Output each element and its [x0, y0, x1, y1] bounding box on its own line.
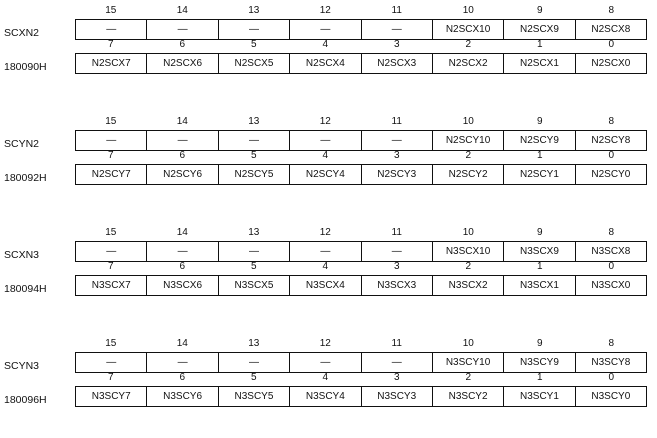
register-name: SCYN2 [4, 138, 40, 150]
bit-field-cell: N3SCX4 [290, 276, 361, 295]
bit-number: 8 [608, 116, 615, 127]
bit-number: 6 [179, 261, 186, 272]
bit-field-cell: N2SCY3 [362, 165, 433, 184]
bit-field-cell: N2SCX0 [591, 58, 631, 69]
bit-number: 5 [250, 150, 257, 161]
bit-number: 14 [176, 116, 188, 127]
bit-field-cell: N3SCX6 [147, 276, 218, 295]
bit-number: 6 [179, 372, 186, 383]
bit-number: 8 [608, 227, 615, 238]
bit-field-cell: N3SCY7 [76, 387, 147, 406]
bit-number: 6 [179, 39, 186, 50]
bit-number: 3 [393, 39, 400, 50]
bit-field-cell: N3SCX7 [76, 276, 147, 295]
bit-field-cells [75, 275, 647, 296]
bit-field-cell: N3SCX3 [362, 276, 433, 295]
bit-number: 11 [391, 227, 402, 238]
bit-number: 1 [536, 150, 543, 161]
bit-number: 9 [536, 5, 543, 16]
bit-number: 5 [250, 261, 257, 272]
bit-number: 12 [319, 227, 331, 238]
bit-field-cell: N3SCY3 [362, 387, 433, 406]
bit-field-cell: N2SCY7 [76, 165, 147, 184]
bit-number: 7 [107, 150, 114, 161]
bit-field-cell: — [290, 20, 361, 39]
bit-field-cell: — [147, 131, 218, 150]
bit-field-cell: N3SCY9 [504, 353, 575, 372]
bit-number: 1 [536, 261, 543, 272]
bit-number: 11 [391, 116, 402, 127]
bit-number: 11 [391, 5, 402, 16]
bit-field-cell: — [76, 242, 147, 261]
bit-number-header [75, 38, 647, 52]
bit-field-cell: N3SCX8 [591, 246, 631, 257]
bit-number: 1 [536, 372, 543, 383]
bit-number: 12 [319, 116, 331, 127]
bit-field-cells [75, 164, 647, 185]
register-block-scyn3 [0, 337, 657, 429]
bit-number-header [75, 371, 647, 385]
bit-number: 11 [391, 338, 402, 349]
bit-number: 13 [248, 116, 260, 127]
bit-field-cell: N3SCY5 [219, 387, 290, 406]
bit-field-cell: N3SCY8 [591, 357, 631, 368]
bit-number: 10 [462, 116, 474, 127]
bit-field-cell: — [290, 353, 361, 372]
bit-number: 14 [176, 227, 188, 238]
register-address: 180090H [4, 61, 47, 73]
bit-number: 4 [322, 372, 329, 383]
bit-field-cell: — [219, 131, 290, 150]
upper-byte-row [75, 4, 647, 42]
bit-number: 2 [465, 150, 472, 161]
bit-field-cells [75, 130, 647, 151]
bit-number-header [75, 115, 647, 129]
bit-number: 7 [107, 261, 114, 272]
register-address: 180092H [4, 172, 47, 184]
bit-field-cell: N3SCX0 [591, 280, 631, 291]
bit-field-cell: — [147, 20, 218, 39]
bit-number-header [75, 149, 647, 163]
bit-number: 15 [105, 338, 117, 349]
bit-field-cell: N3SCX9 [504, 242, 575, 261]
bit-number: 0 [608, 261, 615, 272]
bit-field-cell: N2SCY0 [591, 169, 631, 180]
bit-field-cell: N3SCY4 [290, 387, 361, 406]
bit-field-cells [75, 53, 647, 74]
bit-field-cell: — [290, 131, 361, 150]
bit-field-cell: N2SCY4 [290, 165, 361, 184]
bit-number: 12 [319, 5, 331, 16]
bit-number: 15 [105, 5, 117, 16]
bit-field-cell: N3SCY6 [147, 387, 218, 406]
bit-number-header [75, 4, 647, 18]
bit-number: 9 [536, 116, 543, 127]
bit-field-cell: — [362, 20, 433, 39]
register-block-scyn2 [0, 115, 657, 207]
bit-field-cell: — [219, 353, 290, 372]
bit-number: 1 [536, 39, 543, 50]
register-address: 180094H [4, 283, 47, 295]
bit-field-cell: — [219, 20, 290, 39]
bit-field-cell: — [362, 353, 433, 372]
bit-number: 15 [105, 227, 117, 238]
bit-field-cell: — [219, 242, 290, 261]
bit-field-cell: N2SCY5 [219, 165, 290, 184]
bit-number: 6 [179, 150, 186, 161]
bit-number: 0 [608, 150, 615, 161]
bit-number: 8 [608, 5, 615, 16]
bit-field-cell: N2SCY9 [504, 131, 575, 150]
bit-field-cells [75, 241, 647, 262]
bit-number: 15 [105, 116, 117, 127]
bit-number: 3 [393, 150, 400, 161]
bit-field-cell: N2SCX2 [433, 54, 504, 73]
bit-number: 13 [248, 227, 260, 238]
bit-number: 7 [107, 39, 114, 50]
bit-number: 3 [393, 261, 400, 272]
bit-field-cell: N2SCX5 [219, 54, 290, 73]
bit-number: 2 [465, 39, 472, 50]
bit-field-cells [75, 352, 647, 373]
bit-field-cell: N2SCX9 [504, 20, 575, 39]
bit-number: 2 [465, 372, 472, 383]
bit-field-cells [75, 386, 647, 407]
bit-field-cell: N2SCY6 [147, 165, 218, 184]
bit-number: 4 [322, 261, 329, 272]
bit-number: 7 [107, 372, 114, 383]
bit-field-cell: N3SCY10 [433, 353, 504, 372]
lower-byte-row [75, 149, 647, 187]
bit-number: 5 [250, 39, 257, 50]
bit-field-cell: N2SCX4 [290, 54, 361, 73]
bit-field-cell: — [362, 242, 433, 261]
lower-byte-row [75, 260, 647, 298]
bit-number-header [75, 337, 647, 351]
bit-number: 14 [176, 5, 188, 16]
bit-field-cell: N2SCY10 [433, 131, 504, 150]
register-block-scxn3 [0, 226, 657, 318]
bit-field-cell: N2SCY1 [504, 165, 575, 184]
bit-number: 12 [319, 338, 331, 349]
bit-field-cell: N3SCX5 [219, 276, 290, 295]
bit-number: 4 [322, 39, 329, 50]
bit-number: 13 [248, 338, 260, 349]
bit-number: 14 [176, 338, 188, 349]
bit-field-cell: N3SCX10 [433, 242, 504, 261]
lower-byte-row [75, 371, 647, 409]
bit-number: 2 [465, 261, 472, 272]
register-address: 180096H [4, 394, 47, 406]
register-block-scxn2 [0, 4, 657, 96]
upper-byte-row [75, 115, 647, 153]
bit-number: 13 [248, 5, 260, 16]
bit-field-cell: N3SCY2 [433, 387, 504, 406]
bit-field-cell: — [147, 242, 218, 261]
bit-number: 4 [322, 150, 329, 161]
bit-number: 0 [608, 39, 615, 50]
bit-field-cell: — [76, 353, 147, 372]
bit-field-cell: N2SCY8 [591, 135, 631, 146]
register-name: SCXN3 [4, 249, 40, 261]
bit-number: 10 [462, 338, 474, 349]
bit-number: 3 [393, 372, 400, 383]
bit-number: 9 [536, 227, 543, 238]
bit-number: 10 [462, 227, 474, 238]
bit-field-cells [75, 19, 647, 40]
bit-field-cell: N2SCX7 [76, 54, 147, 73]
register-name: SCYN3 [4, 360, 40, 372]
bit-field-cell: N3SCY1 [504, 387, 575, 406]
bit-field-cell: N2SCX8 [591, 24, 631, 35]
bit-field-cell: N3SCY0 [591, 391, 631, 402]
bit-field-cell: N2SCX3 [362, 54, 433, 73]
bit-number-header [75, 260, 647, 274]
bit-number: 9 [536, 338, 543, 349]
bit-field-cell: N2SCX10 [433, 20, 504, 39]
bit-field-cell: — [147, 353, 218, 372]
bit-number: 10 [462, 5, 474, 16]
bit-field-cell: N2SCX1 [504, 54, 575, 73]
bit-number: 5 [250, 372, 257, 383]
bit-field-cell: N2SCY2 [433, 165, 504, 184]
bit-field-cell: N3SCX2 [433, 276, 504, 295]
bit-field-cell: — [76, 20, 147, 39]
bit-number: 8 [608, 338, 615, 349]
lower-byte-row [75, 38, 647, 76]
bit-field-cell: N2SCX6 [147, 54, 218, 73]
register-name: SCXN2 [4, 27, 40, 39]
bit-field-cell: — [362, 131, 433, 150]
upper-byte-row [75, 337, 647, 375]
bit-number-header [75, 226, 647, 240]
bit-number: 0 [608, 372, 615, 383]
upper-byte-row [75, 226, 647, 264]
bit-field-cell: — [76, 131, 147, 150]
bit-field-cell: N3SCX1 [504, 276, 575, 295]
bit-field-cell: — [290, 242, 361, 261]
